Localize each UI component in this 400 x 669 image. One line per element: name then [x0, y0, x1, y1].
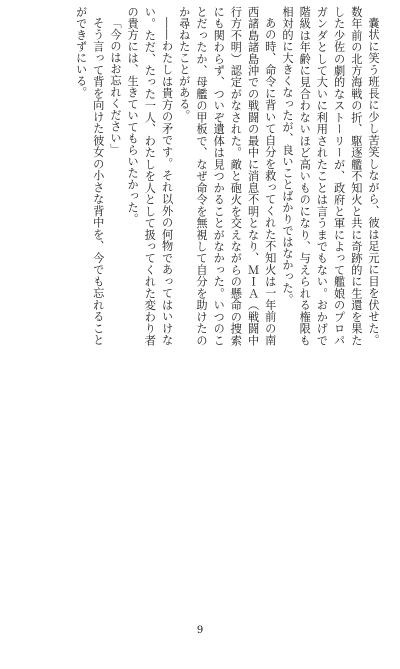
paragraph-1: 嚢状に笑う班長に少し苦笑しながら、彼は足元に目を伏せた。数年前の北方海戦の折、駆逐艦不知火と共に奇跡的に生還を果たした少佐の劇的なストーリーが、政府と軍によって艦娘のプロパガンダとして大いに利用されたことは言うまでもない。おかげで階級は年齢に見合わないほど高いものになり、与えられる権限も相対的に大きくなったが、良いことばかりではなかった。: [280, 6, 380, 346]
page-number: 9: [196, 625, 204, 636]
paragraph-5: そう言って背を向けた彼女の小さな背中を、今でも忘れることができずにいる。: [74, 6, 105, 346]
paragraph-2: あの時、命令に背いて自分を救ってくれた不知火は一年前の南西諸島諸島沖での戦闘の最中に消息不明となり、ＭＩＡ（戦闘中行方不明）認定がなされた。敵と砲火を交えながらの懸命の捜索にも関わらず、ついぞ遺体は見つかることがなかった。いつのことだったか、母艦の甲板で、なぜ命令を無視して自分を助けたのか尋ねたことがある。: [177, 6, 277, 346]
paragraph-4-quote: 「今のはお忘れください」: [108, 17, 122, 156]
vertical-text-body: [10, 6, 382, 346]
paragraph-3: ――わたしは貴方の矛です。それ以外の何物であってはいけない。ただ、たった一人、わたしを人として扱ってくれた変わり者の貴方には、生きていてもらいたかった。: [126, 6, 174, 346]
